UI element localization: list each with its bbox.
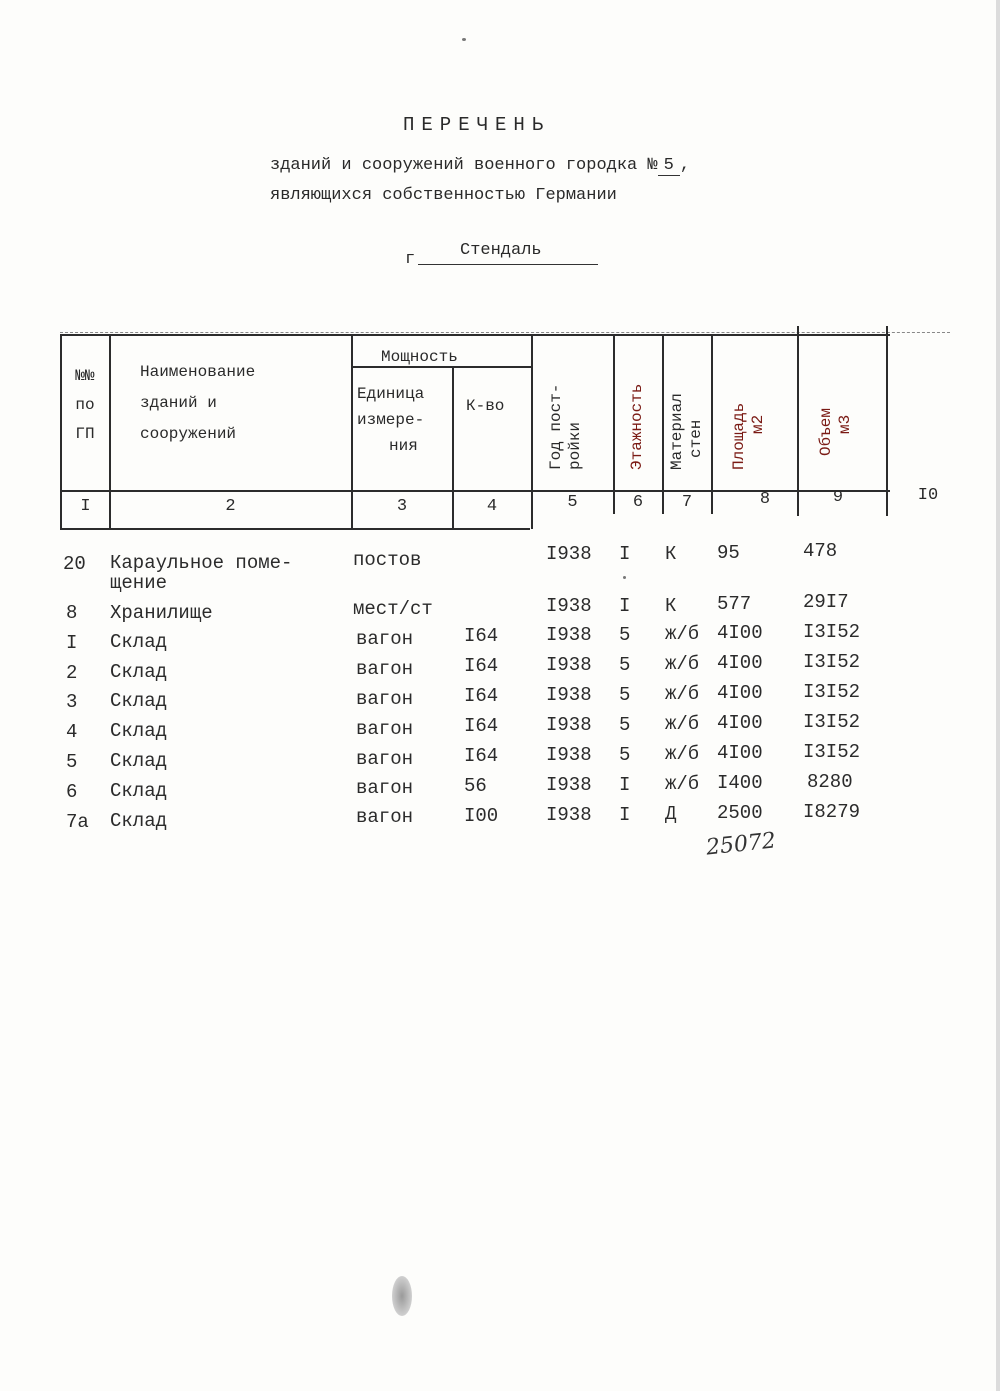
cell-year: I938 — [546, 714, 592, 736]
header-col7-line2: стен — [687, 419, 705, 458]
header-col5-line2: ройки — [566, 421, 584, 470]
table-top-dashed-line — [60, 332, 950, 333]
cell-floors: I — [619, 543, 631, 565]
cell-area: 4I00 — [717, 712, 763, 734]
cell-gp: 3 — [66, 691, 78, 713]
cell-unit: вагон — [356, 688, 414, 710]
cell-gp: 7а — [66, 811, 89, 833]
col-number-3: 3 — [396, 497, 408, 516]
cell-area: 4I00 — [717, 652, 763, 674]
cell-name-cont: щение — [110, 572, 168, 594]
cell-area: 4I00 — [717, 682, 763, 704]
cell-gp: 4 — [66, 721, 78, 743]
col-number-6: 6 — [632, 493, 644, 512]
header-col2-line1: Наименование — [140, 363, 256, 381]
col-number-4: 4 — [486, 497, 498, 516]
cell-area: I400 — [717, 772, 763, 794]
cell-unit: вагон — [356, 718, 414, 740]
cell-year: I938 — [546, 744, 592, 766]
cell-gp: 6 — [66, 781, 78, 803]
header-col9-line2: м3 — [836, 414, 854, 434]
header-col7-line1: Материал — [668, 393, 686, 470]
paper-edge — [996, 0, 1000, 1391]
cell-year: I938 — [546, 684, 592, 706]
cell-unit: вагон — [356, 658, 414, 680]
punch-hole-mark — [392, 1276, 412, 1316]
cell-year: I938 — [546, 595, 592, 617]
cell-floors: 5 — [619, 624, 631, 646]
col-number-1: I — [80, 497, 91, 516]
cell-year: I938 — [546, 624, 592, 646]
cell-unit: мест/ст — [353, 598, 433, 620]
header-col5 — [547, 384, 585, 470]
cell-area: 95 — [717, 542, 740, 564]
cell-volume: I3I52 — [803, 711, 861, 733]
header-col1 — [62, 362, 108, 449]
cell-unit: вагон — [356, 806, 414, 828]
city-prefix: г — [405, 250, 416, 269]
header-col6 — [628, 384, 647, 470]
cell-name: Склад — [110, 631, 168, 653]
doc-title: ПЕРЕЧЕНЬ — [403, 114, 551, 136]
col-number-8: 8 — [759, 490, 771, 509]
cell-gp: 5 — [66, 751, 78, 773]
cell-year: I938 — [546, 654, 592, 676]
cell-volume: 478 — [803, 540, 838, 562]
header-col2 — [140, 357, 255, 450]
cell-name: Склад — [110, 661, 168, 683]
header-col4: К-во — [466, 397, 505, 415]
cell-unit: вагон — [356, 777, 414, 799]
cell-qty: I64 — [464, 625, 499, 647]
header-col3-line2: измере- — [357, 411, 425, 429]
header-col8-line2: м2 — [749, 414, 767, 434]
cell-name: Склад — [110, 720, 168, 742]
col-number-7: 7 — [681, 493, 693, 512]
cell-floors: 5 — [619, 714, 631, 736]
header-col1-line3: ГП — [75, 425, 95, 443]
cell-area: 4I00 — [717, 622, 763, 644]
city-underline — [418, 264, 598, 265]
col-number-9: 9 — [832, 488, 844, 507]
cell-material: ж/б — [665, 623, 700, 645]
cell-floors: I — [619, 595, 631, 617]
cell-floors: 5 — [619, 654, 631, 676]
col-number-5: 5 — [567, 493, 578, 512]
cell-qty: I00 — [464, 805, 499, 827]
cell-gp: 8 — [66, 602, 78, 624]
col-number-10: I0 — [917, 486, 939, 505]
cell-floors: I — [619, 804, 631, 826]
table-top-line — [60, 334, 890, 336]
cell-name: Склад — [110, 750, 168, 772]
numbers-bottom-line — [60, 528, 530, 530]
cell-material: К — [665, 543, 677, 565]
cell-area: 2500 — [717, 802, 763, 824]
cell-name: Караульное поме- — [110, 552, 293, 574]
cell-name: Склад — [110, 810, 168, 832]
header-col8-line1: Площадь — [730, 402, 748, 470]
header-col1-line1: №№ — [75, 367, 95, 385]
header-col2-line3: сооружений — [140, 425, 237, 443]
header-col2-line2: зданий и — [140, 394, 217, 412]
cell-unit: вагон — [356, 748, 414, 770]
cell-year: I938 — [546, 543, 592, 565]
cell-name: Склад — [110, 690, 168, 712]
cell-year: I938 — [546, 804, 592, 826]
cell-volume: I3I52 — [803, 741, 861, 763]
cell-qty: I64 — [464, 655, 499, 677]
col-line-6 — [662, 334, 664, 514]
ink-speck — [462, 38, 466, 41]
cell-unit: постов — [353, 549, 422, 571]
ink-speck — [623, 576, 626, 579]
cell-gp: 2 — [66, 662, 78, 684]
city-name: Стендаль — [460, 241, 542, 260]
col-number-2: 2 — [225, 497, 236, 516]
handwritten-total: 25072 — [704, 828, 778, 861]
header-col6-line1: Этажность — [628, 383, 646, 470]
doc-subtitle-line2: являющихся собственностью Германии — [270, 186, 617, 205]
cell-qty: 56 — [464, 775, 487, 797]
cell-qty: I64 — [464, 685, 499, 707]
subtitle-text: зданий и сооружений военного городка — [270, 156, 638, 175]
cell-qty: I64 — [464, 715, 499, 737]
cell-floors: 5 — [619, 684, 631, 706]
cell-material: ж/б — [665, 743, 700, 765]
doc-subtitle-line1 — [270, 156, 690, 175]
header-col9 — [817, 408, 855, 456]
col-line-7 — [711, 334, 713, 514]
cell-gp: 20 — [63, 553, 86, 575]
cell-area: 577 — [717, 593, 752, 615]
cell-year: I938 — [546, 774, 592, 796]
number-prefix: № — [647, 156, 658, 175]
cell-material: ж/б — [665, 713, 700, 735]
header-col9-line1: Объем — [817, 407, 835, 456]
col-line-9 — [886, 326, 888, 516]
header-col3-line1: Единица — [357, 385, 425, 403]
cell-area: 4I00 — [717, 742, 763, 764]
cell-volume: I3I52 — [803, 681, 861, 703]
header-col1-line2: по — [75, 396, 95, 414]
town-number: 5 — [658, 156, 680, 176]
cell-material: ж/б — [665, 653, 700, 675]
cell-unit: вагон — [356, 628, 414, 650]
number-suffix: , — [679, 156, 691, 175]
cell-name: Склад — [110, 780, 168, 802]
cell-name: Хранилище — [110, 602, 213, 624]
cell-material: Д — [665, 803, 677, 825]
cell-floors: I — [619, 774, 631, 796]
cell-volume: I3I52 — [803, 621, 861, 643]
cell-gp: I — [66, 632, 78, 654]
header-power-group: Мощность — [381, 348, 458, 366]
header-col3 — [357, 381, 424, 459]
cell-material: ж/б — [665, 683, 700, 705]
cell-material: ж/б — [665, 773, 700, 795]
header-col3-line3: ния — [389, 437, 418, 455]
header-col7 — [668, 393, 706, 470]
cell-qty: I64 — [464, 745, 499, 767]
cell-material: К — [665, 595, 677, 617]
col-line-5 — [613, 334, 615, 514]
cell-volume: I3I52 — [803, 651, 861, 673]
cell-volume: I8279 — [803, 801, 861, 823]
cell-floors: 5 — [619, 744, 631, 766]
header-col8 — [730, 403, 768, 470]
cell-volume: 8280 — [807, 771, 853, 793]
header-col5-line1: Год пост- — [547, 383, 565, 470]
cell-volume: 29I7 — [803, 591, 849, 613]
